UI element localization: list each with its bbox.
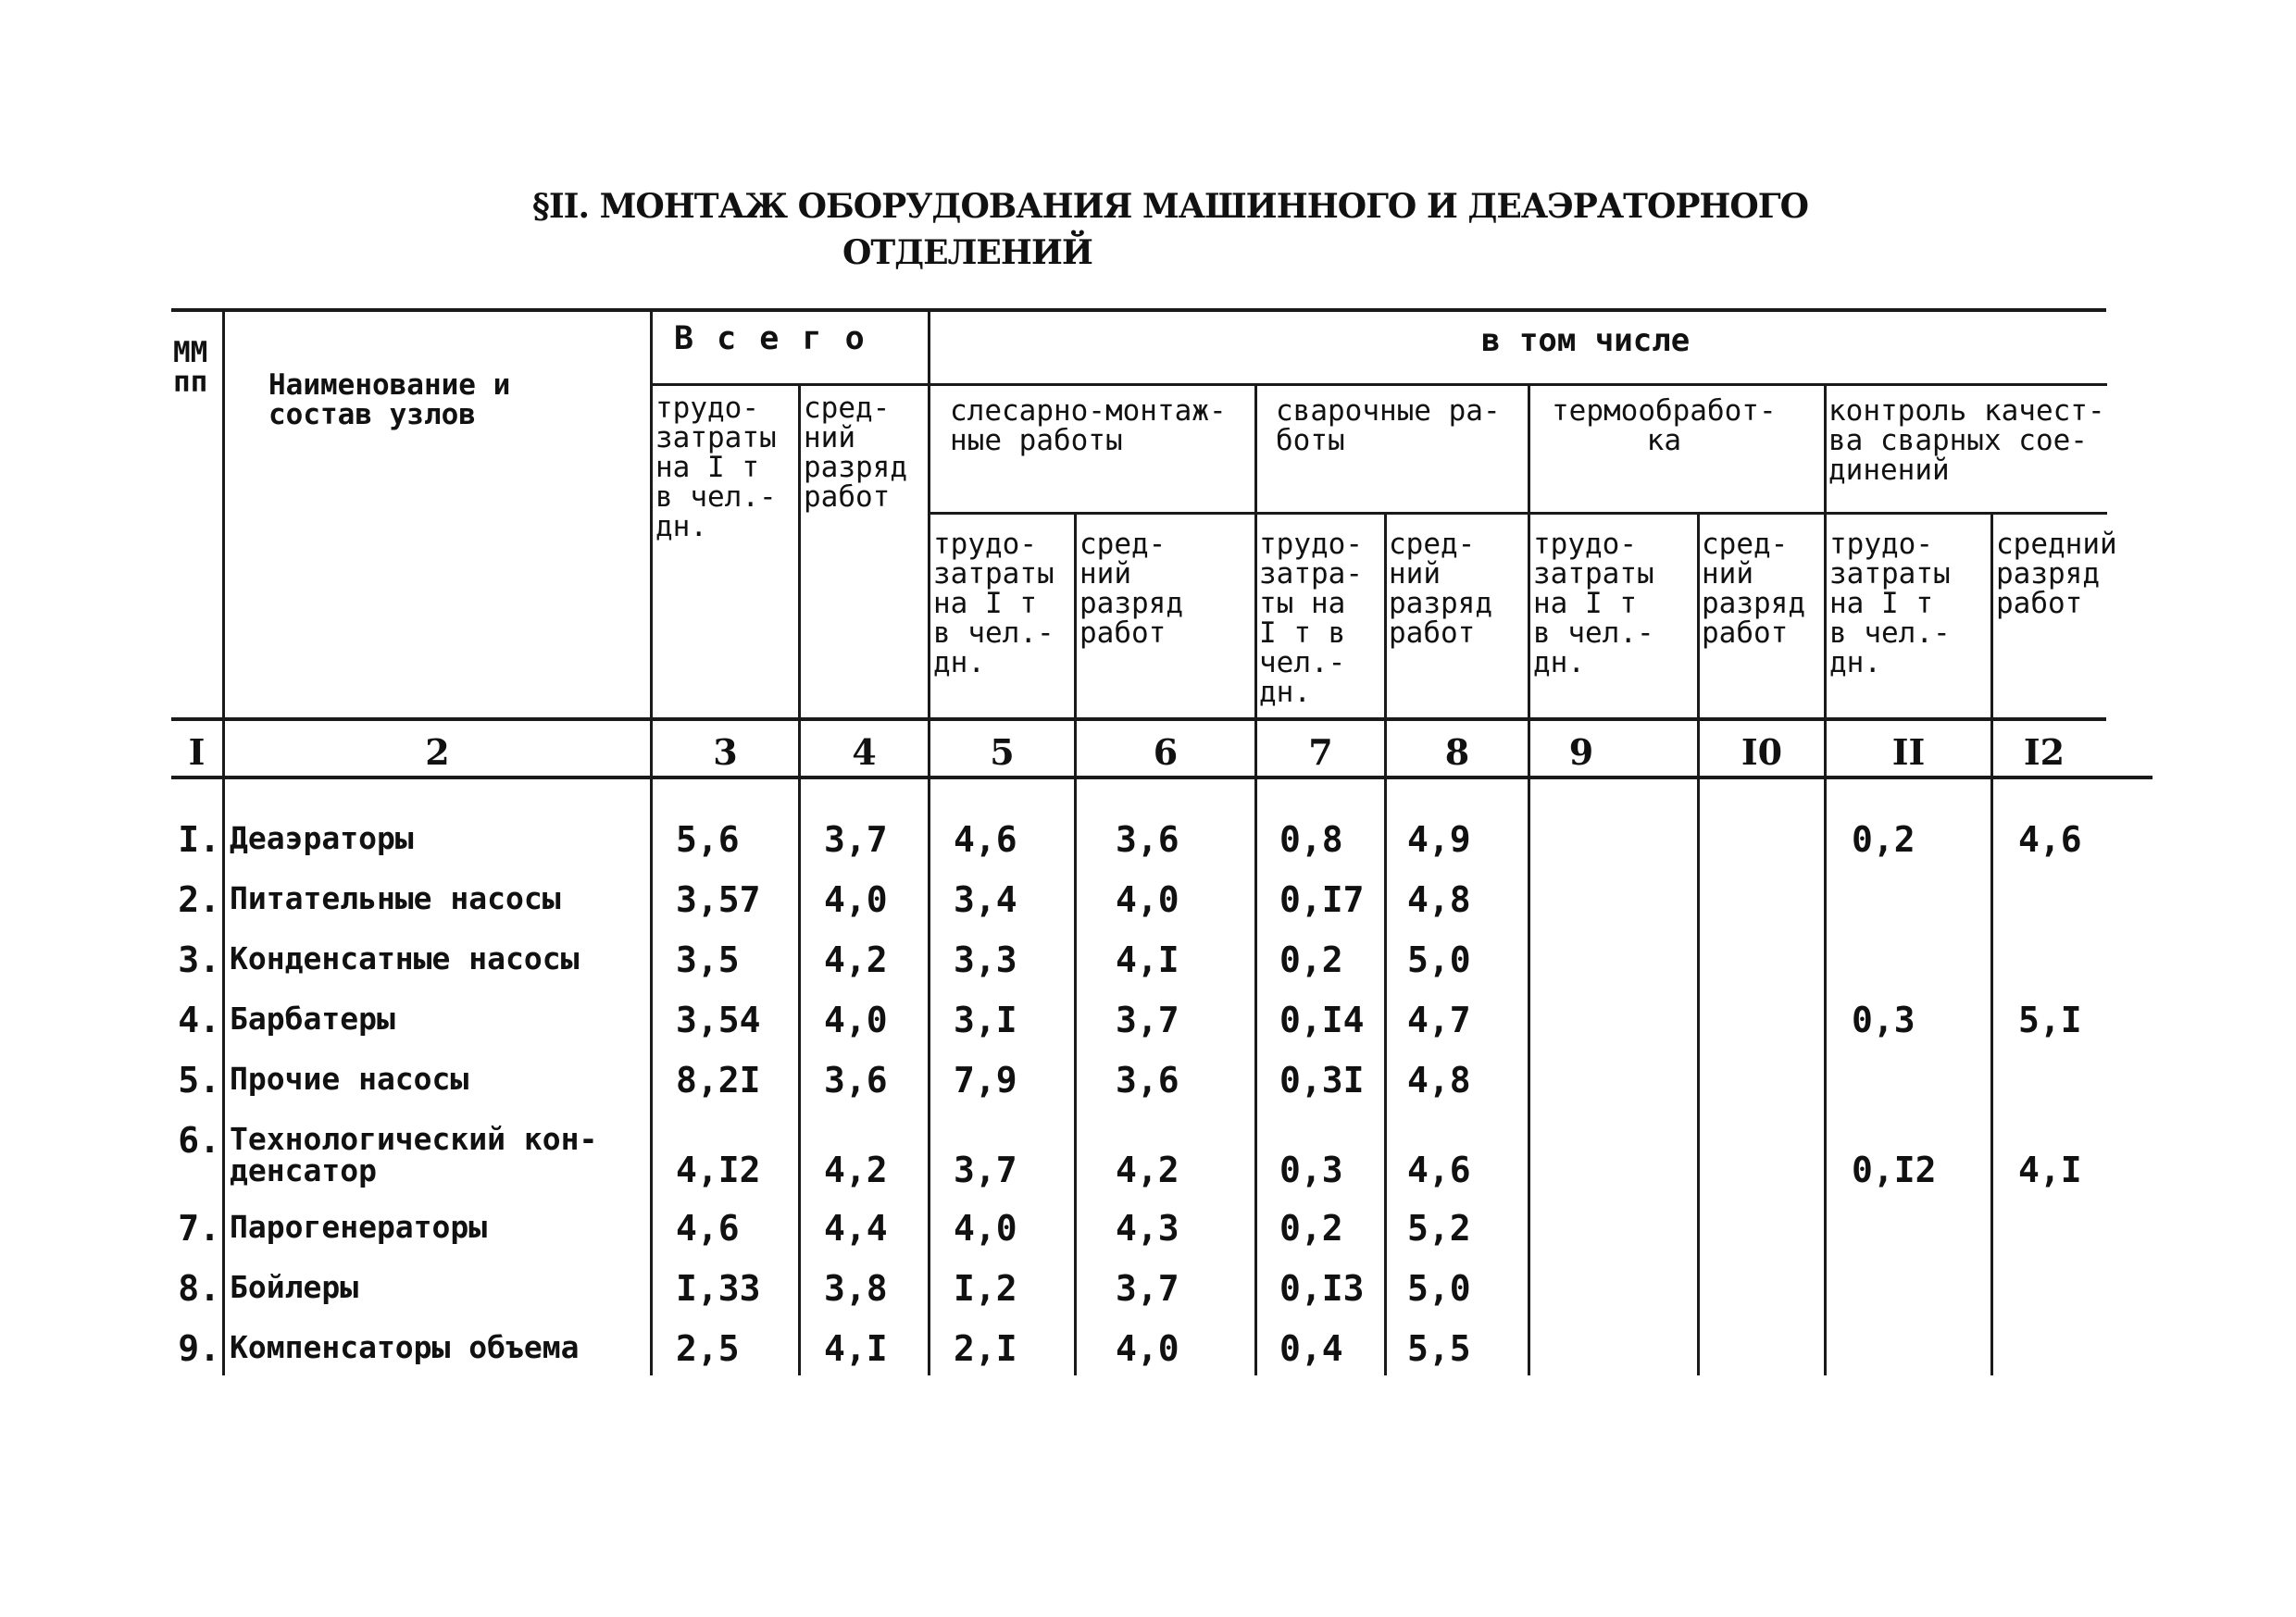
header-control-grade: средний разряд работ: [1996, 528, 2117, 620]
row-value-c7: 0,I7: [1279, 879, 1365, 920]
row-value-c4: 4,2: [824, 939, 888, 980]
column-number: I2: [2023, 731, 2065, 773]
header-welding-grade: сред- ний разряд работ: [1389, 528, 1492, 650]
row-value-c8: 5,0: [1407, 939, 1471, 980]
col-divider-2: [650, 311, 653, 1375]
row-value-c5: 4,0: [954, 1208, 1017, 1249]
row-value-c5: 3,4: [954, 879, 1017, 920]
header-group-heat: термообработ- ка: [1552, 394, 1777, 457]
row-item-name: Прочие насосы: [230, 1061, 469, 1097]
row-value-c7: 0,8: [1279, 819, 1343, 860]
header-fitting-grade: сред- ний разряд работ: [1079, 528, 1183, 650]
row-value-c3: 5,6: [676, 819, 740, 860]
row-value-c5: 3,7: [954, 1150, 1017, 1190]
row-item-name: Питательные насосы: [230, 880, 561, 916]
col-divider-9: [1697, 514, 1700, 1375]
row-value-c5: I,2: [954, 1268, 1017, 1309]
row-value-c11: 0,3: [1852, 1000, 1915, 1040]
row-value-c7: 0,3: [1279, 1150, 1343, 1190]
row-value-c6: 3,6: [1116, 819, 1179, 860]
header-heat-grade: сред- ний разряд работ: [1702, 528, 1805, 650]
row-value-c4: 3,6: [824, 1060, 888, 1101]
row-value-c3: 8,2I: [676, 1060, 761, 1101]
header-including: в том числе: [1481, 322, 1691, 359]
col-divider-11: [1990, 514, 1993, 1375]
row-value-c5: 4,6: [954, 819, 1017, 860]
column-number: 3: [713, 731, 738, 773]
header-total-labor: трудо- затраты на I т в чел.- дн.: [655, 392, 777, 543]
row-value-c6: 4,I: [1116, 939, 1179, 980]
row-value-c3: 3,54: [676, 1000, 761, 1040]
row-value-c6: 4,0: [1116, 1328, 1179, 1369]
row-value-c8: 5,5: [1407, 1328, 1471, 1369]
col-divider-6: [1254, 384, 1257, 1375]
row-value-c3: 4,6: [676, 1208, 740, 1249]
row-value-c4: 4,I: [824, 1328, 888, 1369]
row-item-name: Парогенераторы: [230, 1209, 488, 1245]
column-numbers-rule: [171, 776, 2152, 779]
row-value-c4: 3,7: [824, 819, 888, 860]
col-divider-4: [928, 311, 930, 1375]
header-group-fitting: слесарно-монтаж- ные работы: [950, 394, 1227, 457]
row-value-c4: 4,2: [824, 1150, 888, 1190]
row-value-c8: 4,9: [1407, 819, 1471, 860]
header-row-number: ММ пп: [173, 336, 208, 399]
row-item-name: Барбатеры: [230, 1001, 395, 1037]
row-value-c3: I,33: [676, 1268, 761, 1309]
row-number: 9.: [178, 1328, 220, 1369]
column-number: 5: [990, 731, 1015, 773]
row-value-c5: 7,9: [954, 1060, 1017, 1101]
row-number: 4.: [178, 1000, 220, 1040]
row-value-c8: 4,8: [1407, 879, 1471, 920]
header-bottom-rule: [171, 717, 2106, 721]
row-value-c5: 3,3: [954, 939, 1017, 980]
row-value-c7: 0,2: [1279, 1208, 1343, 1249]
row-value-c6: 4,0: [1116, 879, 1179, 920]
row-value-c5: 2,I: [954, 1328, 1017, 1369]
column-number: I: [188, 731, 206, 773]
header-item-name: Наименование и состав узлов: [268, 368, 511, 431]
row-value-c4: 4,0: [824, 1000, 888, 1040]
col-divider-5: [1074, 514, 1077, 1375]
row-value-c7: 0,I3: [1279, 1268, 1365, 1309]
row-item-name: Компенсаторы объема: [230, 1329, 580, 1365]
header-group-control: контроль качест- ва сварных сое- динений: [1828, 394, 2105, 487]
section-title: §II. МОНТАЖ ОБОРУДОВАНИЯ МАШИННОГО И ДЕАЭРАТОРНОГО: [532, 187, 1808, 226]
column-number: 6: [1153, 731, 1179, 773]
row-value-c4: 4,4: [824, 1208, 888, 1249]
row-value-c8: 5,0: [1407, 1268, 1471, 1309]
row-value-c7: 0,3I: [1279, 1060, 1365, 1101]
col-divider-3: [798, 384, 801, 1375]
row-value-c12: 4,I: [2018, 1150, 2082, 1190]
header-total: В с е г о: [674, 320, 867, 357]
section-title-continued: ОТДЕЛЕНИЙ: [842, 233, 1092, 272]
row-value-c8: 4,8: [1407, 1060, 1471, 1101]
row-value-c8: 4,6: [1407, 1150, 1471, 1190]
row-number: 3.: [178, 939, 220, 980]
row-value-c8: 5,2: [1407, 1208, 1471, 1249]
row-value-c8: 4,7: [1407, 1000, 1471, 1040]
row-value-c7: 0,2: [1279, 939, 1343, 980]
col-divider-7: [1384, 514, 1387, 1375]
row-value-c3: 2,5: [676, 1328, 740, 1369]
column-number: I0: [1741, 731, 1783, 773]
row-value-c11: 0,I2: [1852, 1150, 1937, 1190]
column-number: 2: [425, 731, 450, 773]
row-number: 8.: [178, 1268, 220, 1309]
row-value-c12: 5,I: [2018, 1000, 2082, 1040]
row-number: 5.: [178, 1060, 220, 1101]
row-value-c6: 4,3: [1116, 1208, 1179, 1249]
subgroup-rule: [928, 512, 2107, 515]
header-control-labor: трудо- затраты на I т в чел.- дн.: [1829, 528, 1951, 679]
row-value-c4: 4,0: [824, 879, 888, 920]
row-number: 6.: [178, 1120, 220, 1161]
header-fitting-labor: трудо- затраты на I т в чел.- дн.: [933, 528, 1054, 679]
column-number: 7: [1308, 731, 1333, 773]
col-divider-8: [1528, 384, 1530, 1375]
header-total-grade: сред- ний разряд работ: [804, 392, 907, 514]
header-welding-labor: трудо- затра- ты на I т в чел.- дн.: [1259, 528, 1363, 709]
row-number: 7.: [178, 1208, 220, 1249]
column-number: 8: [1444, 731, 1470, 773]
row-value-c3: 3,5: [676, 939, 740, 980]
column-number: 9: [1568, 731, 1594, 773]
column-number: II: [1891, 731, 1926, 773]
row-value-c4: 3,8: [824, 1268, 888, 1309]
row-value-c3: 3,57: [676, 879, 761, 920]
row-value-c7: 0,I4: [1279, 1000, 1365, 1040]
row-item-name: Технологический кон- денсатор: [230, 1121, 598, 1188]
row-item-name: Деаэраторы: [230, 820, 414, 856]
row-value-c5: 3,I: [954, 1000, 1017, 1040]
row-value-c12: 4,6: [2018, 819, 2082, 860]
row-item-name: Конденсатные насосы: [230, 940, 580, 976]
row-number: I.: [178, 819, 220, 860]
col-divider-10: [1824, 384, 1827, 1375]
row-value-c6: 3,7: [1116, 1268, 1179, 1309]
row-value-c6: 3,7: [1116, 1000, 1179, 1040]
header-heat-labor: трудо- затраты на I т в чел.- дн.: [1533, 528, 1654, 679]
row-value-c11: 0,2: [1852, 819, 1915, 860]
row-number: 2.: [178, 879, 220, 920]
col-divider-1: [222, 311, 225, 1375]
column-number: 4: [852, 731, 877, 773]
subheader-rule: [651, 383, 2107, 386]
row-value-c7: 0,4: [1279, 1328, 1343, 1369]
header-group-welding: сварочные ра- боты: [1276, 394, 1501, 457]
row-value-c3: 4,I2: [676, 1150, 761, 1190]
row-value-c6: 4,2: [1116, 1150, 1179, 1190]
row-value-c6: 3,6: [1116, 1060, 1179, 1101]
row-item-name: Бойлеры: [230, 1269, 359, 1305]
table-top-rule: [171, 308, 2106, 312]
